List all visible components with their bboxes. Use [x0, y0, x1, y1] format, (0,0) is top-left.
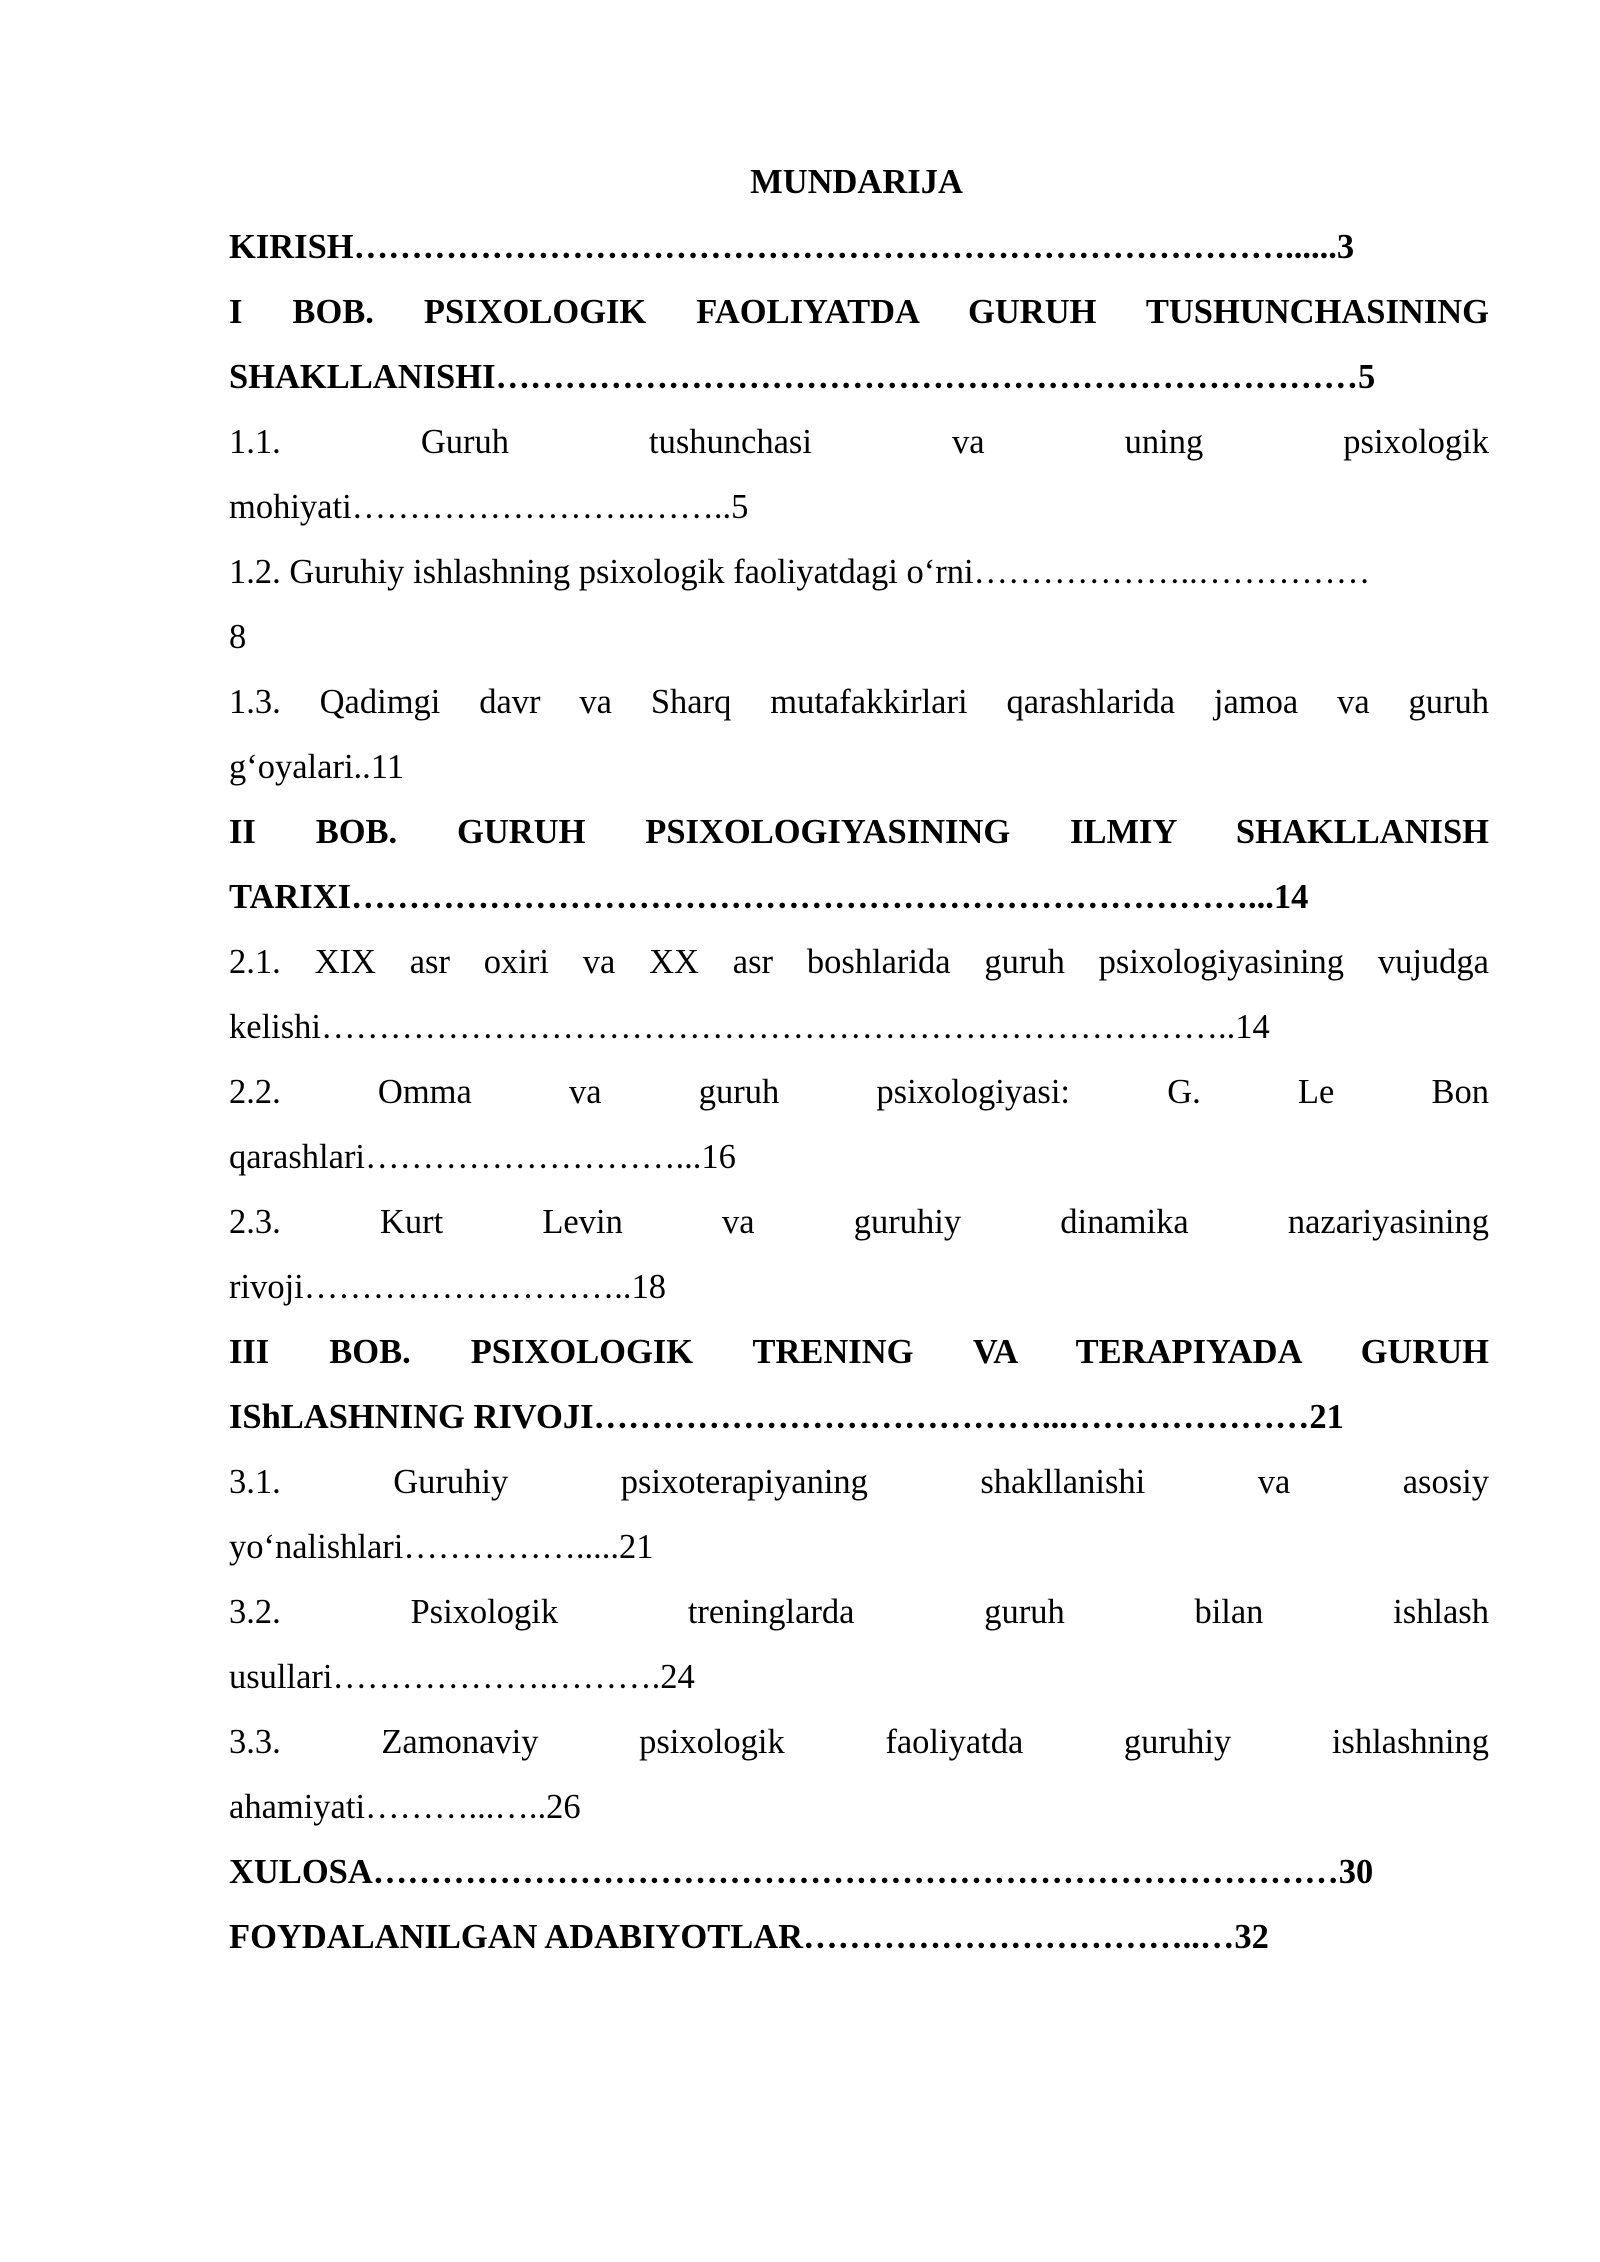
page-title: MUNDARIJA — [750, 163, 963, 201]
toc-section-1-1: 1.1. Guruh tushunchasi va uning psixologik — [229, 423, 1489, 461]
toc-section-3-2-cont: usullari……………….……….24 — [229, 1658, 695, 1696]
toc-section-2-3: 2.3. Kurt Levin va guruhiy dinamika nazariyasining — [229, 1203, 1489, 1241]
toc-chapter-1-heading: I BOB. PSIXOLOGIK FAOLIYATDA GURUH TUSHUNCHASINING — [229, 293, 1489, 331]
toc-chapter-3-heading: III BOB. PSIXOLOGIK TRENING VA TERAPIYADA GURUH — [229, 1333, 1489, 1371]
table-of-contents — [229, 150, 1489, 1970]
toc-section-1-1-cont: mohiyati……………………..……..5 — [229, 488, 749, 526]
toc-section-3-3: 3.3. Zamonaviy psixologik faoliyatda guruhiy ishlashning — [229, 1723, 1489, 1761]
toc-section-1-3-cont: g‘oyalari..11 — [229, 748, 404, 786]
toc-chapter-1-heading-cont: SHAKLLANISHI…………………………………………………………………5 — [229, 358, 1376, 396]
toc-section-2-2: 2.2. Omma va guruh psixologiyasi: G. Le Bon — [229, 1073, 1489, 1111]
toc-chapter-3-heading-cont: IShLASHNING RIVOJI…………………………………...…………………21 — [229, 1398, 1344, 1436]
toc-entry-xulosa: XULOSA…………………………………………………………………………30 — [229, 1853, 1374, 1891]
toc-section-3-1-cont: yo‘nalishlari…………….....21 — [229, 1528, 654, 1566]
toc-chapter-2-heading: II BOB. GURUH PSIXOLOGIYASINING ILMIY SHAKLLANISH — [229, 813, 1489, 851]
toc-chapter-2-heading-cont: TARIXI……………………………………………………………………...14 — [229, 878, 1309, 916]
toc-section-2-1: 2.1. XIX asr oxiri va XX asr boshlarida guruh psixologiyasining vujudga — [229, 943, 1489, 981]
toc-section-1-3: 1.3. Qadimgi davr va Sharq mutafakkirlari qarashlarida jamoa va guruh — [229, 683, 1489, 721]
toc-section-3-3-cont: ahamiyati………...…..26 — [229, 1788, 581, 1826]
toc-section-1-2: 1.2. Guruhiy ishlashning psixologik faoliyatdagi o‘rni………………..…………… — [229, 553, 1371, 591]
toc-section-3-2: 3.2. Psixologik treninglarda guruh bilan ishlash — [229, 1593, 1489, 1631]
toc-section-3-1: 3.1. Guruhiy psixoterapiyaning shakllanishi va asosiy — [229, 1463, 1489, 1501]
toc-section-2-3-cont: rivoji………………………..18 — [229, 1268, 666, 1306]
toc-entry-kirish: KIRISH………………………………………………………………………......3 — [229, 228, 1355, 266]
toc-section-2-2-cont: qarashlari………………………...16 — [229, 1138, 736, 1176]
toc-section-1-2-cont: 8 — [229, 618, 247, 656]
toc-entry-references: FOYDALANILGAN ADABIYOTLAR……………………………..…32 — [229, 1918, 1269, 1956]
toc-section-2-1-cont: kelishi……………………………………………………………………..14 — [229, 1008, 1270, 1046]
